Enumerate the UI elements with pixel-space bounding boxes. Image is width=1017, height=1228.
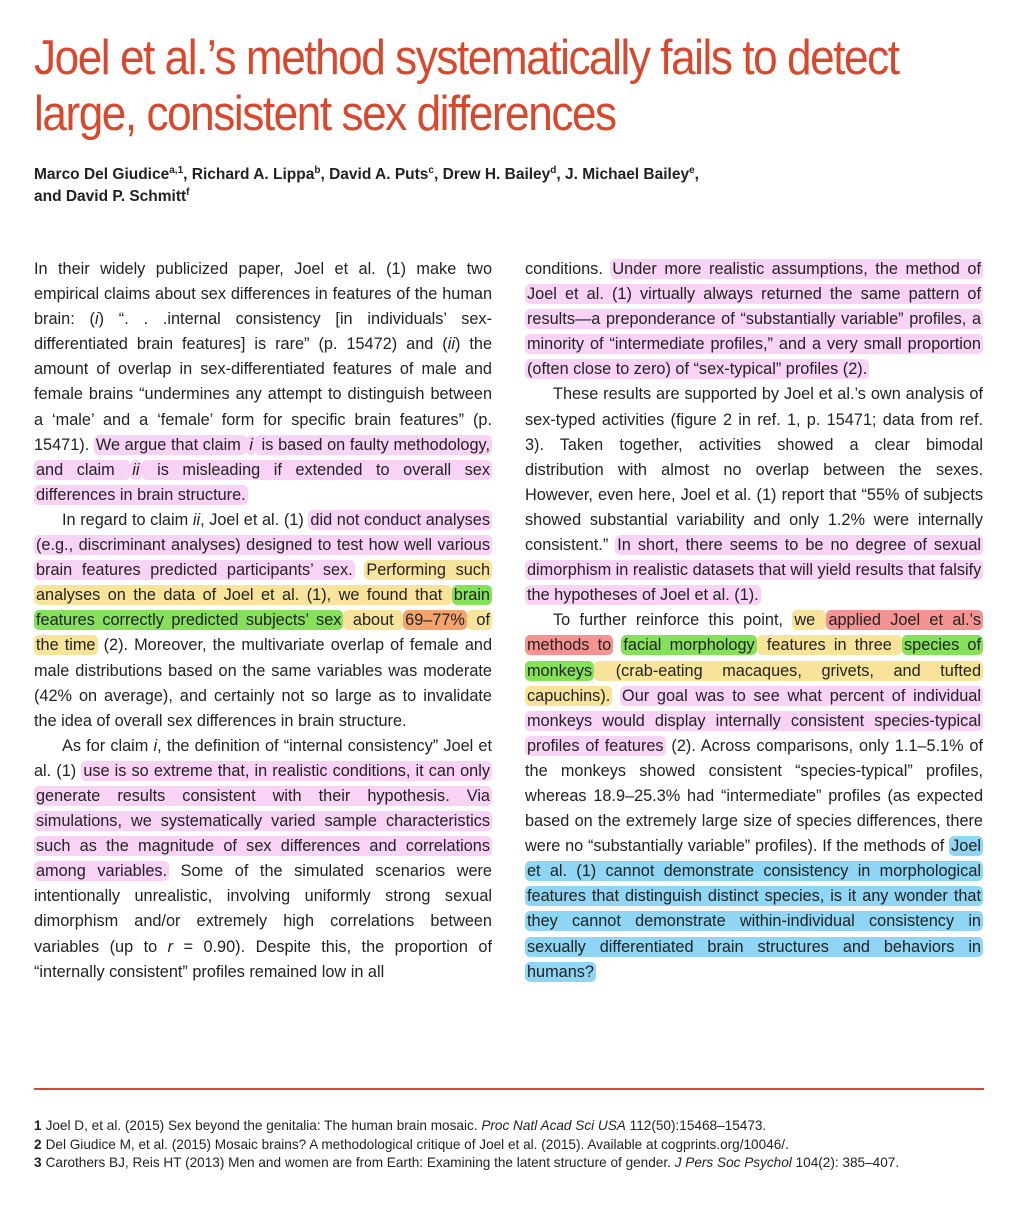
highlight-pink: In short, there seems to be no degree of sexual dimorphism in realistic datasets that will yield results that falsify the hypotheses of Joel et al. (1). <box>527 536 982 605</box>
reference-item <box>34 1136 974 1155</box>
highlight-pink: Our goal was to see what percent of individual monkeys would display internally consistent species-typical profiles of features <box>527 686 981 755</box>
paragraph-text: ) the amount of overlap in sex-differentiated features of male and female brains “undermines any attempt to distinguish between a ‘male’ and a ‘female’ form for specific brain features” (p. 15471). <box>34 335 492 454</box>
author-affiliation: b <box>314 164 321 176</box>
highlight-yellow: Performing such analyses on the data of Joel et al. (1), we found that <box>36 561 490 605</box>
paragraph-italic: r <box>167 937 174 956</box>
author-separator: , <box>433 166 443 183</box>
reference-text: Joel D, et al. (2015) Sex beyond the genitalia: The human brain mosaic. <box>45 1118 482 1133</box>
highlight-yellow: we <box>794 611 825 630</box>
reference-list <box>34 1117 974 1173</box>
reference-italic: J Pers Soc Psychol <box>674 1155 792 1170</box>
paragraph-text <box>612 687 620 705</box>
paragraph-italic: ii <box>192 510 201 529</box>
author-separator: , <box>320 166 330 183</box>
author-separator: , <box>556 166 566 183</box>
paragraph-text <box>355 561 365 579</box>
author-affiliation: c <box>428 164 434 176</box>
reference-number: 2 <box>34 1136 42 1152</box>
author-affiliation: a,1 <box>169 164 184 176</box>
body-column-right <box>525 257 983 985</box>
reference-italic: Proc Natl Acad Sci USA <box>481 1118 626 1133</box>
author-name: David A. Puts <box>329 166 429 183</box>
highlight-pink: ii <box>132 460 140 479</box>
paragraph <box>34 734 492 985</box>
highlight-pink: Under more realistic assumptions, the method of Joel et al. (1) virtually always returned the same pattern of results—a preponderance of “substantially variable” profiles, a minority of “intermediate profiles,” and a very small proportion (often close to zero) of “sex-typical” profiles (2). <box>527 260 981 379</box>
paragraph <box>525 608 983 984</box>
author-name: J. Michael Bailey <box>565 166 690 183</box>
reference-item <box>34 1117 974 1136</box>
author-separator: , <box>183 166 192 183</box>
author-affiliation: f <box>186 186 190 198</box>
highlight-pink: is based on faulty methodology, and claim <box>36 435 490 479</box>
highlight-pink: We argue that claim <box>95 435 246 454</box>
reference-number: 3 <box>34 1155 42 1170</box>
body-column-left <box>34 257 492 985</box>
author-separator: , <box>694 166 699 183</box>
highlight-green: facial morphology <box>623 636 755 655</box>
paragraph-text: These results are supported by Joel et al.’s own analysis of sex-typed activities (figure 2 in ref. 1, p. 15471; data from ref. 3). Taken together, activities showed a clear bimodal distribution with almost no overlap between the sexes. However, even here, Joel et al. (1) report that “55% of subjects showed substantial variability and only 1.2% were internally consistent.” <box>525 385 983 555</box>
author-list <box>34 164 994 208</box>
highlight-pink: is misleading if extended to overall sex differences in brain structure. <box>36 460 490 504</box>
reference-text: 104(2): 385–407. <box>791 1155 900 1170</box>
reference-text: Del Giudice M, et al. (2015) Mosaic brains? A methodological critique of Joel et al. (2015). Available at cogprints.org/10046/. <box>45 1136 789 1152</box>
paragraph-text: (2). Across comparisons, only 1.1–5.1% of the monkeys showed consistent “species-typical” profiles, whereas 18.9–25.3% had “intermediate” profiles (as expected based on the extremely large size of species differences, there were no “substantially variable” profiles). If the methods of <box>525 736 983 856</box>
paragraph-text: , Joel et al. (1) <box>200 510 309 529</box>
highlight-yellow: features in three <box>758 636 901 655</box>
highlight-yellow: about <box>345 611 402 630</box>
paragraph-text: Some of the simulated scenarios were intentionally unrealistic, involving uniformly strong sexual dimorphism and/or extremely high correlations between variables (up to <box>34 862 492 956</box>
author-name: and David P. Schmitt <box>34 188 187 205</box>
paragraph-text: conditions. <box>525 260 611 278</box>
highlight-green: brain features correctly predicted subjects’ sex <box>36 586 490 630</box>
author-affiliation: e <box>689 164 695 176</box>
paragraph-text: (2). Moreover, the multivariate overlap of female and male distributions based on the same variables was moderate (42% on average), and certainly not so large as to invalidate the idea of overall sex differences in brain structure. <box>34 636 492 730</box>
paragraph <box>34 508 492 734</box>
paragraph-text: , the definition of “internal consistency” Joel et al. (1) <box>34 736 492 780</box>
paragraph-text: In their widely publicized paper, Joel et al. (1) make two empirical claims about sex differences in features of the human brain: ( <box>34 260 492 329</box>
highlight-blue: Joel et al. (1) cannot demonstrate consistency in morphological features that distinguish distinct species, is it any wonder that they cannot demonstrate within-individual consistency in sexually differentiated brain structures and behaviors in humans? <box>527 837 981 981</box>
paragraph-text: = 0.90). Despite this, the proportion of “internally consistent” profiles remained low in all <box>34 937 492 981</box>
author-name: Richard A. Lippa <box>191 166 315 183</box>
article-title: Joel et al.’s method systematically fails to detect large, consistent sex differences <box>34 31 899 141</box>
reference-item <box>34 1154 974 1173</box>
footnote-divider <box>34 1088 984 1090</box>
reference-number: 1 <box>34 1118 42 1133</box>
highlight-pink: did not conduct analyses (e.g., discriminant analyses) designed to test how well various brain features predicted participants’ sex. <box>36 510 490 580</box>
highlight-pink: use is so extreme that, in realistic conditions, it can only generate results consistent with their hypothesis. Via simulations, we systematically varied sample characteristics such as the magnitude of sex differences and correlations among variables. <box>36 761 490 881</box>
paragraph-text: As for claim <box>62 736 154 755</box>
author-affiliation: d <box>550 164 557 176</box>
paragraph-text: To further reinforce this point, <box>553 611 793 630</box>
reference-text: Carothers BJ, Reis HT (2013) Men and women are from Earth: Examining the latent structure of gender. <box>45 1155 675 1170</box>
highlight-yellow: of the time <box>36 611 490 655</box>
paragraph-text: ) “. . .internal consistency [in individuals’ sex-differentiated brain features] is rare” (p. 15472) and ( <box>34 310 492 354</box>
author-name: Marco Del Giudice <box>34 166 170 183</box>
paragraph <box>525 382 983 608</box>
paragraph-italic: ii <box>447 335 455 354</box>
paragraph-text: In regard to claim <box>62 510 193 529</box>
reference-text: 112(50):15468–15473. <box>625 1118 767 1133</box>
highlight-orange: 69–77% <box>405 611 465 630</box>
paragraph-italic: i <box>153 736 158 755</box>
highlight-pink: i <box>249 435 254 454</box>
paragraph <box>525 257 983 382</box>
paragraph-italic: i <box>94 310 99 329</box>
highlight-green: species of monkeys <box>527 636 981 680</box>
highlight-red: applied Joel et al.’s methods to <box>527 611 981 655</box>
highlight-yellow: (crab-eating macaques, grivets, and tufted capuchins). <box>527 661 981 705</box>
author-name: Drew H. Bailey <box>442 166 551 183</box>
paragraph <box>34 257 492 508</box>
